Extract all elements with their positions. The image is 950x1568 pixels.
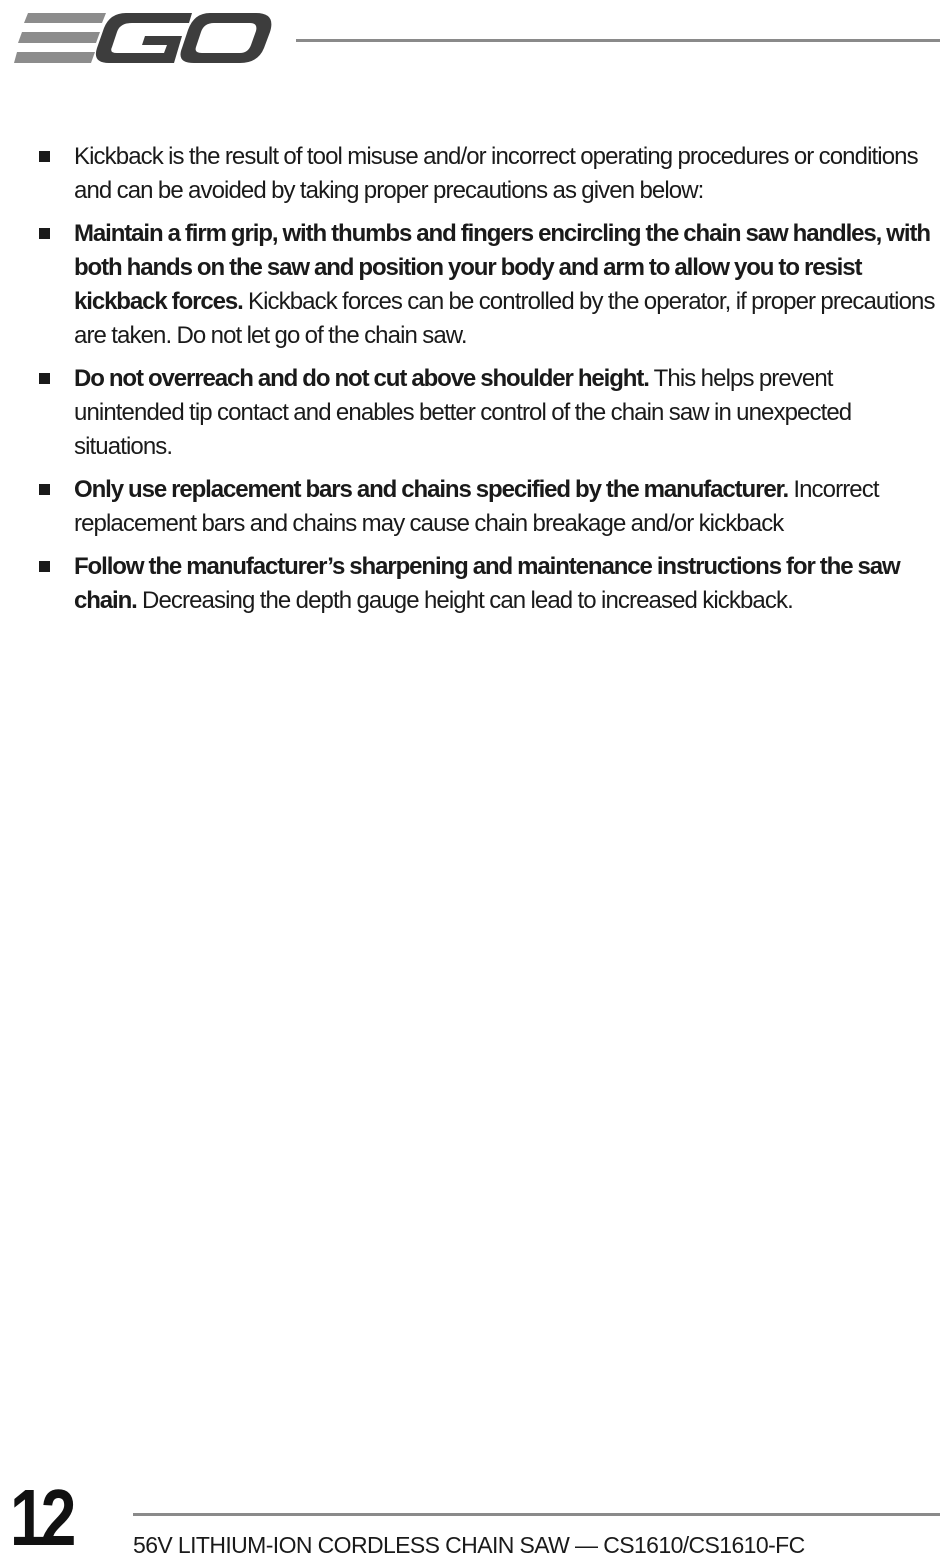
square-bullet-icon <box>39 484 50 495</box>
footer-product-title: 56V LITHIUM-ION CORDLESS CHAIN SAW — CS1610/CS1610-FC <box>133 1532 805 1558</box>
list-item-text: Decreasing the depth gauge height can lead to increased kickback. <box>136 587 793 614</box>
list-item <box>36 217 936 353</box>
square-bullet-icon <box>39 151 50 162</box>
square-bullet-icon <box>39 561 50 572</box>
list-item-bold-text: Do not overreach and do not cut above shoulder height. <box>74 365 649 392</box>
list-item <box>36 473 936 541</box>
list-item-text: This helps prevent unintended tip contact and enables better control of the chain saw in unexpected situations. <box>74 365 852 460</box>
ego-logo-graphic <box>14 10 272 70</box>
list-item-text: Kickback is the result of tool misuse and/or incorrect operating procedures or conditions and can be avoided by taking proper precautions as given below: <box>74 143 918 204</box>
square-bullet-icon <box>39 228 50 239</box>
list-item-bold-text: Follow the manufacturer’s sharpening and maintenance instructions for the saw chain. <box>74 553 900 614</box>
page-number: 12 <box>10 1473 72 1562</box>
list-item <box>36 140 936 208</box>
header-divider <box>296 39 940 42</box>
list-item <box>36 550 936 618</box>
ego-logo <box>14 10 272 70</box>
footer-divider <box>133 1513 940 1516</box>
list-item-bold-text: Maintain a firm grip, with thumbs and fingers encircling the chain saw handles, with both hands on the saw and position your body and arm to allow you to resist kickback forces. <box>74 220 930 315</box>
list-item <box>36 362 936 464</box>
list-item-text: Incorrect replacement bars and chains may cause chain breakage and/or kickback <box>74 476 879 537</box>
list-item-bold-text: Only use replacement bars and chains specified by the manufacturer. <box>74 476 789 503</box>
square-bullet-icon <box>39 373 50 384</box>
list-item-text: Kickback forces can be controlled by the operator, if proper precautions are taken. Do not let go of the chain saw. <box>74 288 935 349</box>
kickback-safety-list <box>36 140 936 627</box>
